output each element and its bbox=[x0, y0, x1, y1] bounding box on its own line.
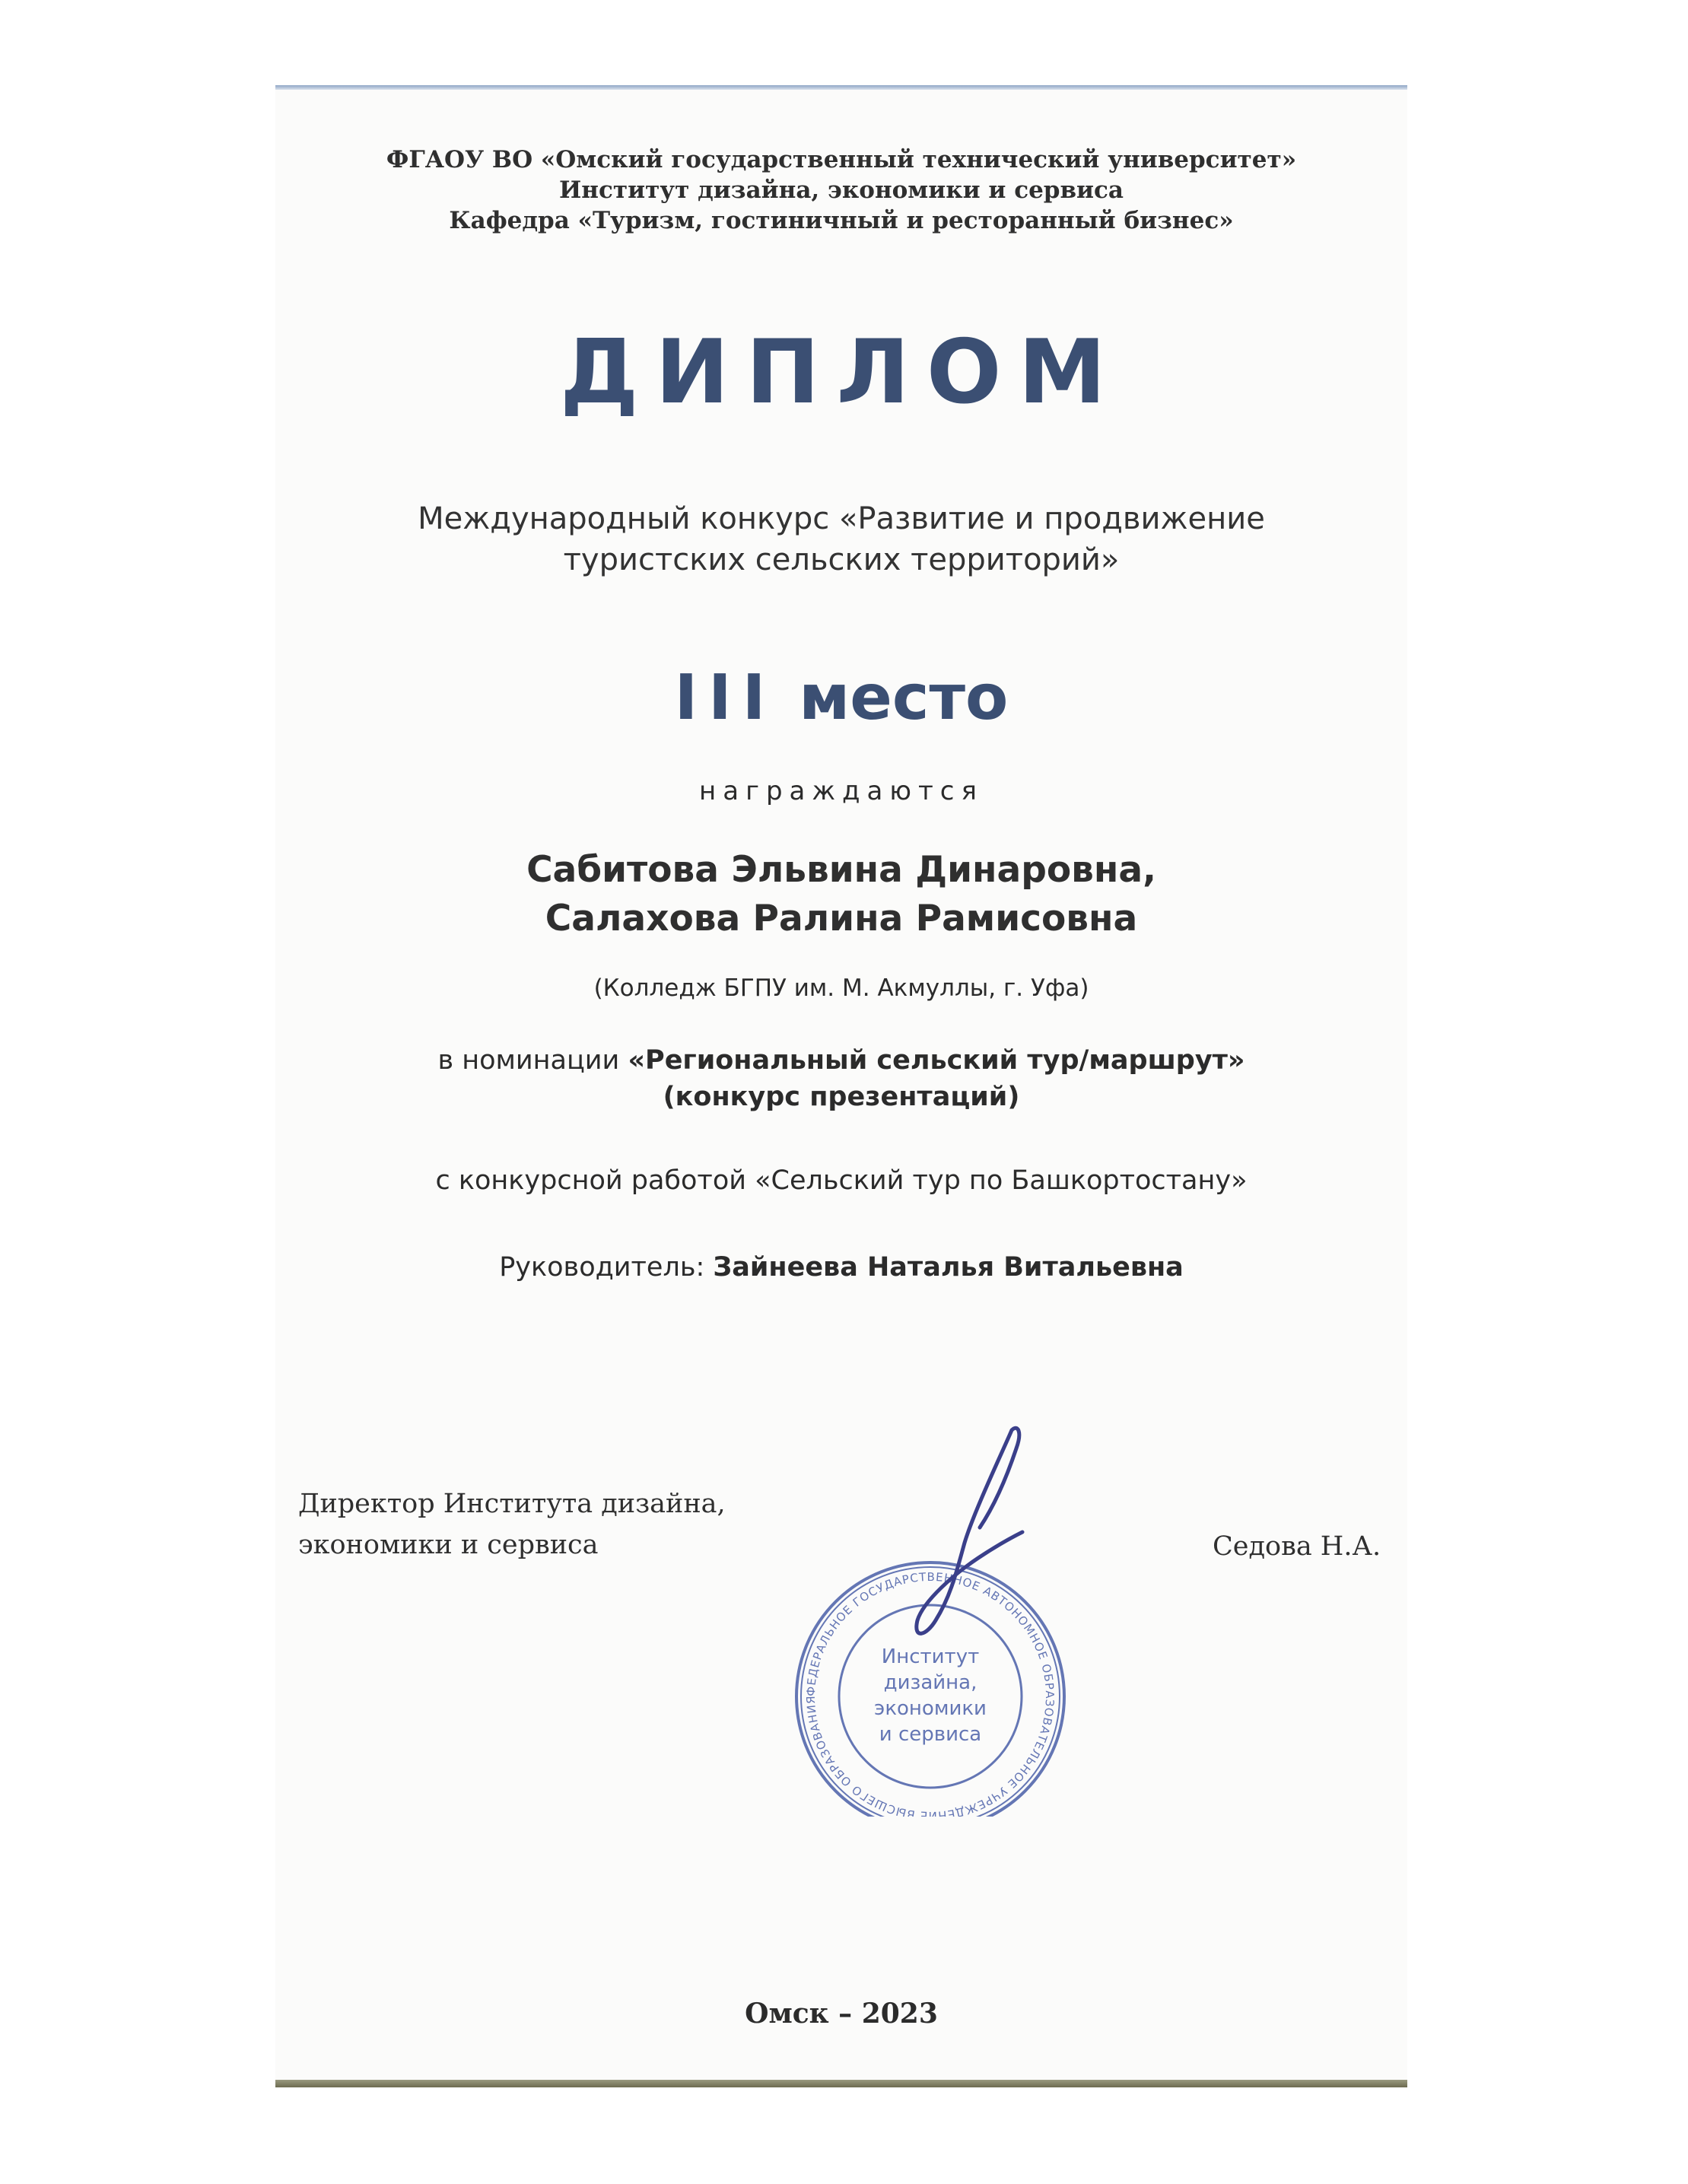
official-seal bbox=[774, 1421, 1086, 1817]
recipient-1: Сабитова Эльвина Динаровна, bbox=[526, 849, 1156, 891]
header-institute: Институт дизайна, экономики и сервиса bbox=[559, 176, 1124, 204]
place-number: III bbox=[674, 662, 777, 734]
contest-line-2: туристских сельских территорий» bbox=[563, 542, 1120, 577]
director-title bbox=[298, 1483, 726, 1566]
seal-center-2: дизайна, bbox=[883, 1671, 978, 1694]
seal-center-3: экономики bbox=[874, 1697, 987, 1720]
header-university: ФГАОУ ВО «Омский государственный технический университет» bbox=[386, 146, 1297, 173]
place-award bbox=[275, 660, 1407, 736]
header-department: Кафедра «Туризм, гостиничный и ресторанный бизнес» bbox=[449, 207, 1234, 234]
signee-name: Седова Н.А. bbox=[1213, 1531, 1381, 1562]
seal-center-4: и сервиса bbox=[879, 1723, 982, 1746]
place-word: место bbox=[799, 662, 1009, 734]
recipient-2: Салахова Ралина Рамисовна bbox=[545, 898, 1138, 939]
city-year: Омск – 2023 bbox=[745, 1998, 938, 2030]
director-line-1: Директор Института дизайна, bbox=[298, 1489, 726, 1519]
awarded-label: награждаются bbox=[699, 776, 984, 806]
seal-svg bbox=[774, 1421, 1086, 1817]
bottom-edge bbox=[275, 2080, 1407, 2087]
nomination-prefix: в номинации bbox=[437, 1045, 628, 1076]
college: (Колледж БГПУ им. М. Акмуллы, г. Уфа) bbox=[593, 974, 1089, 1002]
supervisor-label: Руководитель: bbox=[499, 1252, 714, 1283]
diploma-title: ДИПЛОМ bbox=[560, 321, 1123, 424]
seal-inner-ring bbox=[839, 1605, 1022, 1788]
seal-ring-textpath: ФЕДЕРАЛЬНОЕ ГОСУДАРСТВЕННОЕ АВТОНОМНОЕ ОБРАЗОВАТЕЛЬНОЕ УЧРЕЖДЕНИЕ ВЫСШЕГО ОБРАЗОВАНИЯ bbox=[803, 1569, 1057, 1817]
contest-name bbox=[275, 498, 1407, 580]
header bbox=[275, 145, 1407, 236]
nomination-name: «Региональный сельский тур/маршрут» bbox=[628, 1045, 1245, 1076]
seal-center-1: Институт bbox=[881, 1645, 980, 1668]
recipients bbox=[275, 846, 1407, 943]
signature-mark bbox=[917, 1428, 1022, 1633]
supervisor-name: Зайнеева Наталья Витальевна bbox=[713, 1252, 1184, 1283]
contest-line-1: Международный конкурс «Развитие и продвижение bbox=[418, 501, 1265, 536]
contest-work: с конкурсной работой «Сельский тур по Башкортостану» bbox=[435, 1165, 1248, 1196]
top-edge bbox=[275, 85, 1407, 90]
supervisor bbox=[275, 1249, 1407, 1286]
nomination bbox=[275, 1042, 1407, 1115]
nomination-sub: (конкурс презентаций) bbox=[663, 1082, 1020, 1112]
director-line-2: экономики и сервиса bbox=[298, 1530, 599, 1560]
